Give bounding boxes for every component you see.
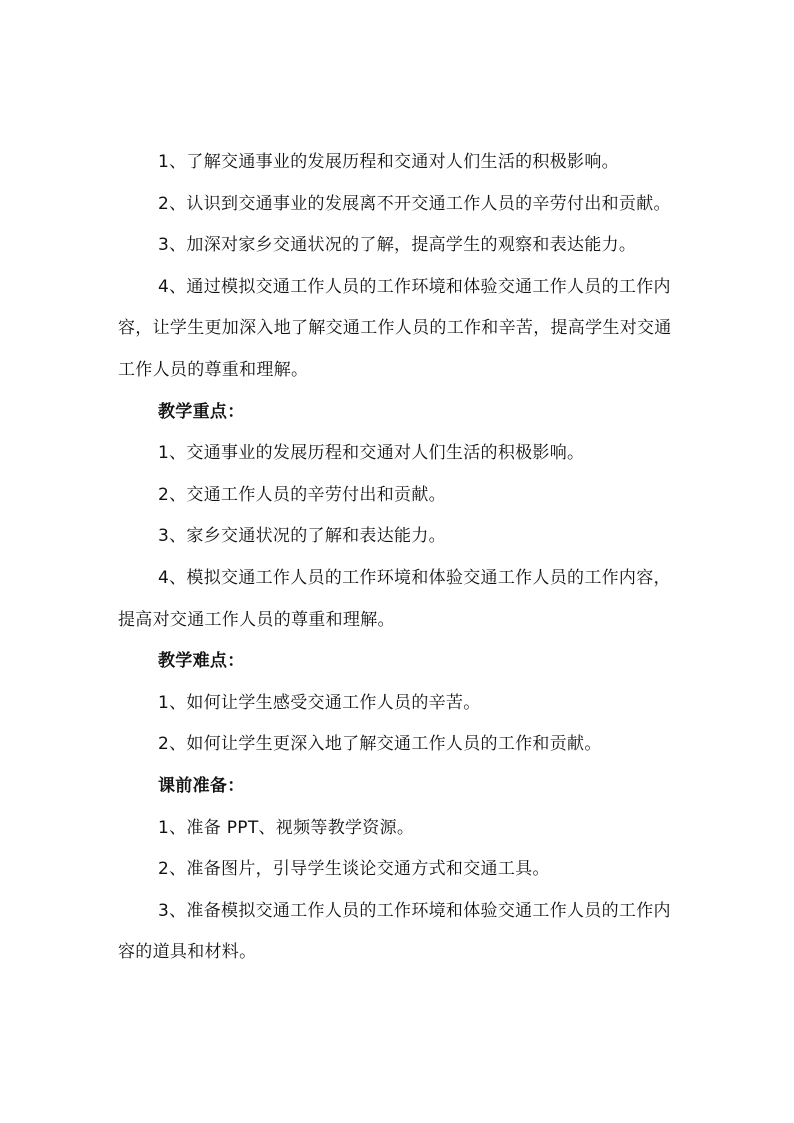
paragraph-objective-1: 1、了解交通事业的发展历程和交通对人们生活的积极影响。 [158,152,619,172]
paragraph-preparation-1: 1、准备 PPT、视频等教学资源。 [158,817,415,838]
paragraph-preparation-3: 3、准备模拟交通工作人员的工作环境和体验交通工作人员的工作内容的道具和材料。 [118,900,671,963]
paragraph-key-point-4: 4、模拟交通工作人员的工作环境和体验交通工作人员的工作内容，提高对交通工作人员的尊重和理解。 [118,567,671,630]
paragraph-objective-2: 2、认识到交通事业的发展离不开交通工作人员的辛劳付出和贡献。 [158,193,671,214]
paragraph-preparation-2: 2、准备图片，引导学生谈论交通方式和交通工具。 [158,859,550,880]
paragraph-objective-3: 3、加深对家乡交通状况的了解，提高学生的观察和表达能力。 [158,235,637,256]
paragraph-difficulty-2: 2、如何让学生更深入地了解交通工作人员的工作和贡献。 [158,734,602,755]
heading-difficulties: 教学难点： [158,651,245,672]
paragraph-key-point-2: 2、交通工作人员的辛劳付出和贡献。 [158,484,446,505]
paragraph-key-point-1: 1、交通事业的发展历程和交通对人们生活的积极影响。 [158,443,585,464]
heading-preparation: 课前准备： [158,775,245,796]
heading-key-points: 教学重点： [158,401,245,422]
paragraph-difficulty-1: 1、如何让学生感受交通工作人员的辛苦。 [158,692,481,713]
paragraph-key-point-3: 3、家乡交通状况的了解和表达能力。 [158,526,446,547]
paragraph-objective-4: 4、通过模拟交通工作人员的工作环境和体验交通工作人员的工作内容，让学生更加深入地了解交通工作人员的工作和辛苦，提高学生对交通工作人员的尊重和理解。 [118,276,672,380]
